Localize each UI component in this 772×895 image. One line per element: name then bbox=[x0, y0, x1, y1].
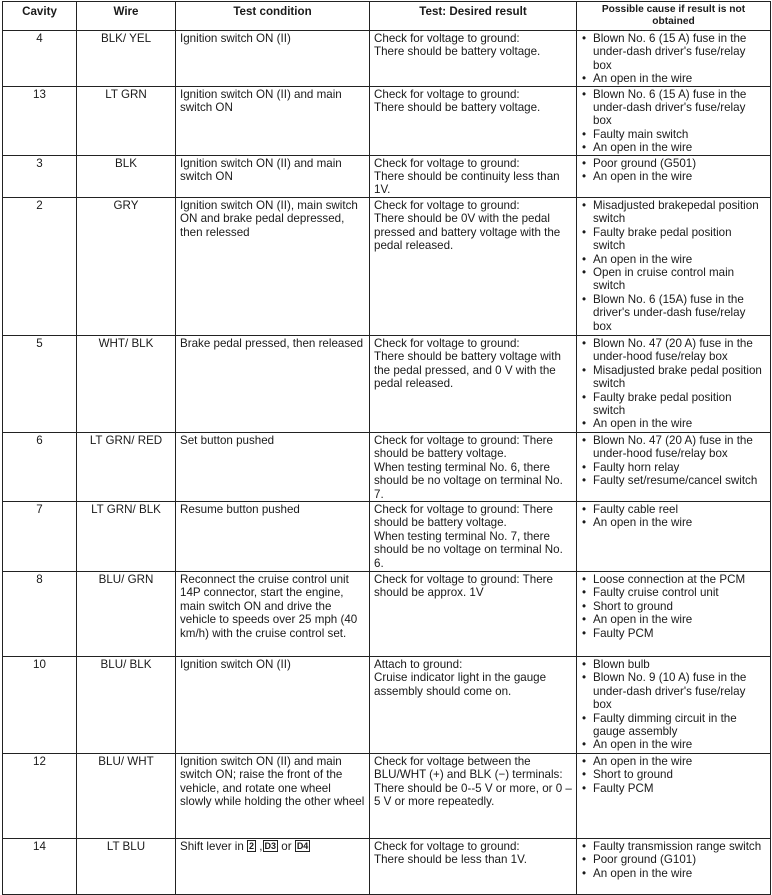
possible-cause-cell bbox=[577, 838, 771, 894]
possible-cause-item: • Faulty horn relay bbox=[581, 461, 766, 474]
desired-result-cell bbox=[370, 86, 577, 155]
test-condition-cell: Reconnect the cruise control unit 14P connector, start the engine, main switch ON and drive the vehicle to speeds over 25 mph (40 km/h) with the cruise control set. bbox=[176, 571, 370, 656]
possible-cause-item: • Faulty PCM bbox=[581, 627, 766, 640]
possible-cause-list bbox=[581, 755, 766, 795]
cavity-cell: 10 bbox=[3, 656, 77, 753]
condition-separator: or bbox=[281, 839, 292, 853]
cruise-control-input-test-table bbox=[2, 1, 771, 895]
table-row bbox=[3, 31, 771, 87]
possible-cause-item: • An open in the wire bbox=[581, 170, 766, 183]
result-line: Check for voltage to ground: bbox=[374, 87, 520, 101]
possible-cause-cell bbox=[577, 335, 771, 432]
possible-cause-item: • Faulty brake pedal position switch bbox=[581, 226, 766, 253]
cavity-cell: 7 bbox=[3, 501, 77, 571]
desired-result-cell bbox=[370, 753, 577, 838]
possible-cause-item: • Blown No. 47 (20 A) fuse in the under-hood fuse/relay box bbox=[581, 434, 766, 461]
possible-cause-item: • Poor ground (G501) bbox=[581, 157, 766, 170]
wire-cell: BLU/ BLK bbox=[77, 656, 176, 753]
possible-cause-cell bbox=[577, 753, 771, 838]
possible-cause-cell bbox=[577, 656, 771, 753]
possible-cause-item: • Loose connection at the PCM bbox=[581, 573, 766, 586]
possible-cause-item: • Open in cruise control main switch bbox=[581, 266, 766, 293]
possible-cause-cell bbox=[577, 86, 771, 155]
desired-result-cell bbox=[370, 432, 577, 501]
possible-cause-cell bbox=[577, 432, 771, 501]
wire-cell: LT GRN/ RED bbox=[77, 432, 176, 501]
possible-cause-list bbox=[581, 88, 766, 155]
possible-cause-item: • Blown No. 47 (20 A) fuse in the under-hood fuse/relay box bbox=[581, 337, 766, 364]
cavity-cell: 5 bbox=[3, 335, 77, 432]
possible-cause-cell bbox=[577, 571, 771, 656]
table-row bbox=[3, 197, 771, 335]
desired-result-cell bbox=[370, 155, 577, 197]
test-condition-cell: Ignition switch ON (II) and main switch ON bbox=[176, 155, 370, 197]
result-line: There should be 0--5 V or more, or 0 – 5 V or more repeatedly. bbox=[374, 781, 572, 809]
desired-result-cell bbox=[370, 838, 577, 894]
cavity-cell: 8 bbox=[3, 571, 77, 656]
possible-cause-item: • An open in the wire bbox=[581, 72, 766, 85]
wire-cell: LT BLU bbox=[77, 838, 176, 894]
result-line: Check for voltage between the BLU/WHT (+) and BLK (−) terminals: bbox=[374, 754, 563, 782]
possible-cause-item: • Faulty PCM bbox=[581, 782, 766, 795]
possible-cause-item: • Faulty dimming circuit in the gauge assembly bbox=[581, 712, 766, 739]
table-row bbox=[3, 838, 771, 894]
result-line: Check for voltage to ground: bbox=[374, 198, 520, 212]
desired-result-cell bbox=[370, 31, 577, 87]
wire-cell: BLU/ GRN bbox=[77, 571, 176, 656]
table-row bbox=[3, 501, 771, 571]
table-row bbox=[3, 753, 771, 838]
table-row bbox=[3, 335, 771, 432]
table-row bbox=[3, 432, 771, 501]
result-line: There should be 0V with the pedal pressed and battery voltage with the pedal released. bbox=[374, 212, 561, 253]
possible-cause-item: • Faulty cable reel bbox=[581, 503, 766, 516]
wire-cell: BLU/ WHT bbox=[77, 753, 176, 838]
result-line: Attach to ground: bbox=[374, 657, 463, 671]
possible-cause-list bbox=[581, 573, 766, 640]
result-line: Check for voltage to ground: There should be approx. 1V bbox=[374, 572, 553, 600]
possible-cause-item: • Blown No. 6 (15 A) fuse in the under-dash driver's fuse/relay box bbox=[581, 32, 766, 72]
desired-result-cell bbox=[370, 335, 577, 432]
result-line: Check for voltage to ground: bbox=[374, 32, 520, 45]
header-desired-result: Test: Desired result bbox=[370, 2, 577, 31]
wire-cell: BLK/ YEL bbox=[77, 31, 176, 87]
cavity-cell: 12 bbox=[3, 753, 77, 838]
table-body bbox=[3, 31, 771, 895]
possible-cause-item: • Misadjusted brakepedal position switch bbox=[581, 199, 766, 226]
possible-cause-item: • An open in the wire bbox=[581, 738, 766, 751]
test-condition-cell: Ignition switch ON (II) bbox=[176, 31, 370, 87]
test-condition-cell: Brake pedal pressed, then released bbox=[176, 335, 370, 432]
condition-separator: , bbox=[259, 839, 263, 853]
result-line: There should be battery voltage. bbox=[374, 101, 541, 115]
test-condition-cell: Ignition switch ON (II) and main switch ON; raise the front of the vehicle, and rotate one wheel slowly while holding the other wheel bbox=[176, 753, 370, 838]
header-possible-cause: Possible cause if result is not obtained bbox=[577, 2, 771, 31]
wire-cell: LT GRN/ BLK bbox=[77, 501, 176, 571]
test-condition-cell: Set button pushed bbox=[176, 432, 370, 501]
possible-cause-item: • Faulty transmission range switch bbox=[581, 840, 766, 853]
possible-cause-item: • An open in the wire bbox=[581, 613, 766, 626]
desired-result-cell bbox=[370, 197, 577, 335]
desired-result-cell bbox=[370, 571, 577, 656]
table-row bbox=[3, 86, 771, 155]
desired-result-cell bbox=[370, 501, 577, 571]
gear-position-2-icon: 2 bbox=[249, 840, 255, 851]
possible-cause-item: • Faulty cruise control unit bbox=[581, 586, 766, 599]
cavity-cell: 14 bbox=[3, 838, 77, 894]
cavity-cell: 6 bbox=[3, 432, 77, 501]
possible-cause-list bbox=[581, 337, 766, 431]
possible-cause-item: • An open in the wire bbox=[581, 516, 766, 529]
result-line: There should be less than 1V. bbox=[374, 853, 527, 867]
possible-cause-list bbox=[581, 157, 766, 184]
test-condition-cell: Ignition switch ON (II) bbox=[176, 656, 370, 753]
desired-result-cell bbox=[370, 656, 577, 753]
result-line: There should be battery voltage with the pedal pressed, and 0 V with the pedal released. bbox=[374, 350, 561, 391]
possible-cause-item: • Short to ground bbox=[581, 600, 766, 613]
result-line: When testing terminal No. 7, there should be no voltage on terminal No. 6. bbox=[374, 529, 563, 570]
possible-cause-cell bbox=[577, 31, 771, 87]
possible-cause-item: • Short to ground bbox=[581, 768, 766, 781]
cavity-cell: 4 bbox=[3, 31, 77, 87]
test-condition-cell: Ignition switch ON (II) and main switch ON bbox=[176, 86, 370, 155]
result-line: There should be battery voltage. bbox=[374, 45, 541, 59]
possible-cause-item: • Blown bulb bbox=[581, 658, 766, 671]
possible-cause-item: • Blown No. 9 (10 A) fuse in the under-dash driver's fuse/relay box bbox=[581, 671, 766, 711]
table-row bbox=[3, 571, 771, 656]
result-line: When testing terminal No. 6, there should be no voltage on terminal No. 7. bbox=[374, 460, 563, 501]
table-header-row bbox=[3, 2, 771, 31]
possible-cause-cell bbox=[577, 501, 771, 571]
wire-cell: BLK bbox=[77, 155, 176, 197]
header-test-condition: Test condition bbox=[176, 2, 370, 31]
result-line: Check for voltage to ground: bbox=[374, 156, 520, 170]
possible-cause-item: • An open in the wire bbox=[581, 867, 766, 880]
possible-cause-item: • An open in the wire bbox=[581, 755, 766, 768]
gear-position-d4-icon: D4 bbox=[296, 840, 309, 851]
possible-cause-list bbox=[581, 32, 766, 86]
wire-cell: LT GRN bbox=[77, 86, 176, 155]
wire-cell: WHT/ BLK bbox=[77, 335, 176, 432]
wire-cell: GRY bbox=[77, 197, 176, 335]
result-line: Cruise indicator light in the gauge assembly should come on. bbox=[374, 671, 547, 698]
possible-cause-item: • Blown No. 6 (15A) fuse in the driver's under-dash fuse/relay box bbox=[581, 293, 766, 333]
possible-cause-list bbox=[581, 199, 766, 333]
table-row bbox=[3, 155, 771, 197]
table-row bbox=[3, 656, 771, 753]
possible-cause-list bbox=[581, 434, 766, 488]
possible-cause-cell bbox=[577, 155, 771, 197]
possible-cause-item: • Faulty set/resume/cancel switch bbox=[581, 474, 766, 487]
possible-cause-item: • An open in the wire bbox=[581, 253, 766, 266]
cavity-cell: 3 bbox=[3, 155, 77, 197]
possible-cause-cell bbox=[577, 197, 771, 335]
condition-text: Shift lever in bbox=[180, 839, 244, 853]
result-line: Check for voltage to ground: bbox=[374, 839, 520, 853]
possible-cause-item: • An open in the wire bbox=[581, 417, 766, 430]
result-line: Check for voltage to ground: bbox=[374, 336, 520, 350]
possible-cause-item: • Misadjusted brake pedal position switch bbox=[581, 364, 766, 391]
header-cavity: Cavity bbox=[3, 2, 77, 31]
possible-cause-list bbox=[581, 840, 766, 880]
possible-cause-list bbox=[581, 503, 766, 530]
possible-cause-item: • Blown No. 6 (15 A) fuse in the under-dash driver's fuse/relay box bbox=[581, 88, 766, 128]
test-condition-cell: Resume button pushed bbox=[176, 501, 370, 571]
cavity-cell: 2 bbox=[3, 197, 77, 335]
gear-position-d3-icon: D3 bbox=[264, 840, 277, 851]
cruise-control-test-document bbox=[2, 1, 770, 895]
result-line: Check for voltage to ground: There should be battery voltage. bbox=[374, 502, 553, 530]
possible-cause-item: • Faulty main switch bbox=[581, 128, 766, 141]
result-line: There should be continuity less than 1V. bbox=[374, 170, 560, 197]
cavity-cell: 13 bbox=[3, 86, 77, 155]
possible-cause-item: • An open in the wire bbox=[581, 141, 766, 154]
possible-cause-item: • Faulty brake pedal position switch bbox=[581, 391, 766, 418]
test-condition-cell bbox=[176, 838, 370, 894]
result-line: Check for voltage to ground: There should be battery voltage. bbox=[374, 433, 553, 461]
header-wire: Wire bbox=[77, 2, 176, 31]
possible-cause-item: • Poor ground (G101) bbox=[581, 853, 766, 866]
test-condition-cell: Ignition switch ON (II), main switch ON and brake pedal depressed, then relessed bbox=[176, 197, 370, 335]
possible-cause-list bbox=[581, 658, 766, 752]
